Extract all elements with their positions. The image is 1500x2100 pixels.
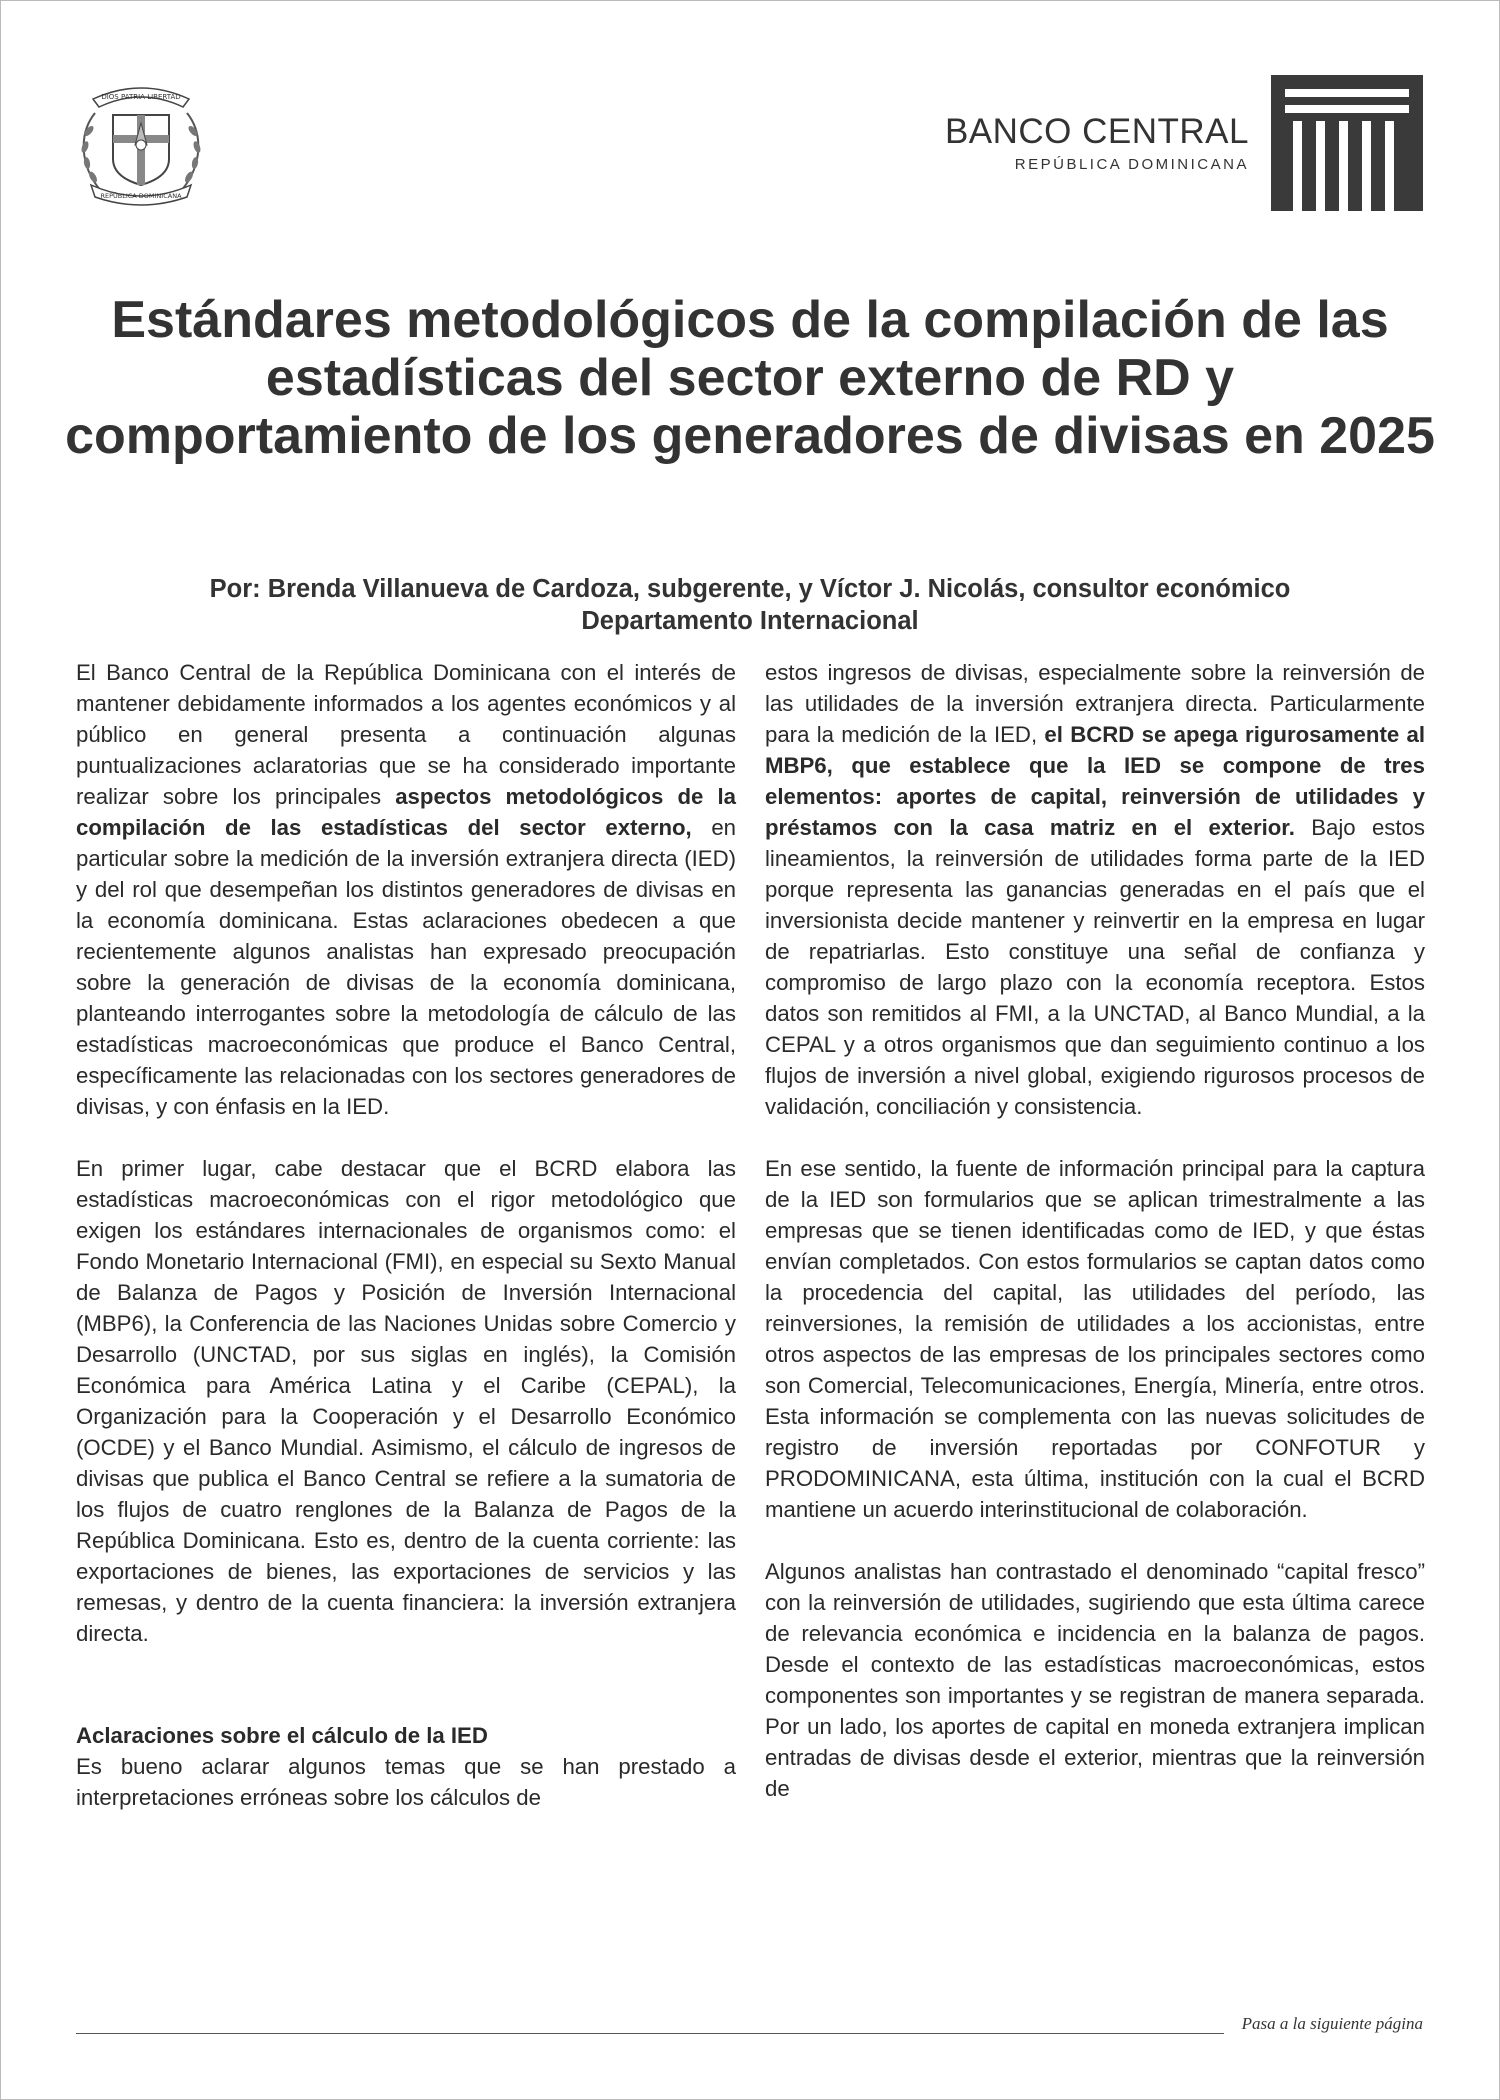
article-title: Estándares metodológicos de la compilación de las estadísticas del sector externo de RD y comportamiento de los generadores de divisas en 2025 <box>65 291 1435 465</box>
bank-logo-icon <box>1271 75 1423 211</box>
continued-note: Pasa a la siguiente página <box>1241 2014 1423 2033</box>
paragraph <box>76 657 736 1122</box>
bank-brand <box>945 75 1423 211</box>
paragraph: Es bueno aclarar algunos temas que se han prestado a interpretaciones erróneas sobre los cálculos de <box>76 1754 736 1810</box>
paragraph-bold-text: el BCRD se apega rigurosamente al MBP6, que establece que la IED se compone de tres elementos: aportes de capital, reinversión de utilidades y préstamos con la casa matriz en el exterior. <box>765 722 1425 840</box>
byline <box>41 573 1459 637</box>
paragraph: Algunos analistas han contrastado el denominado “capital fresco” con la reinversión de utilidades, sugiriendo que esta última carece de relevancia económica e incidencia en la balanza de pagos. Desde el contexto de las estadísticas macroeconómicas, estos componentes son importantes y se registran de manera separada. Por un lado, los aportes de capital en moneda extranjera implican entradas de divisas desde el exterior, mientras que la reinversión de <box>765 1559 1425 1801</box>
paragraph: En primer lugar, cabe destacar que el BCRD elabora las estadísticas macroeconómicas con el rigor metodológico que exigen los estándares internacionales de organismos como: el Fondo Monetario Internacional (FMI), en especial su Sexto Manual de Balanza de Pagos y Posición de Inversión Internacional (MBP6), la Conferencia de las Naciones Unidas sobre Comercio y Desarrollo (UNCTAD, por sus siglas en inglés), la Comisión Económica para América Latina y el Caribe (CEPAL), la Organización para la Cooperación y el Desarrollo Económico (OCDE) y el Banco Mundial. Asimismo, el cálculo de ingresos de divisas que publica el Banco Central se refiere a la sumatoria de los flujos de cuatro renglones de la Balanza de Pagos de la República Dominicana. Esto es, dentro de la cuenta corriente: las exportaciones de bienes, las exportaciones de servicios y las remesas, y dentro de la cuenta financiera: la inversión extranjera directa. <box>76 1156 736 1646</box>
paragraph-text: Bajo estos lineamientos, la reinversión de utilidades forma parte de la IED porque representa las ganancias generadas en el país que el inversionista decide mantener y reinvertir en la empresa en lugar de repatriarlas. Esto constituye una señal de confianza y compromiso de largo plazo con la economía receptora. Estos datos son remitidos al FMI, a la UNCTAD, al Banco Mundial, a la CEPAL y a otros organismos que dan seguimiento continuo a los flujos de inversión a nivel global, exigiendo rigurosos procesos de validación, conciliación y consistencia. <box>765 815 1425 1119</box>
svg-text:REPÚBLICA DOMINICANA: REPÚBLICA DOMINICANA <box>100 192 182 200</box>
right-column <box>765 657 1425 1804</box>
paragraph-bold-text: aspectos metodológicos de la compilación de las estadísticas del sector externo, <box>76 784 736 840</box>
brand-name: BANCO CENTRAL <box>944 112 1249 151</box>
byline-authors: Por: Brenda Villanueva de Cardoza, subgerente, y Víctor J. Nicolás, consultor económico <box>209 575 1291 603</box>
footer-divider <box>76 2033 1224 2034</box>
paragraph-text: El Banco Central de la República Dominicana con el interés de mantener debidamente informados a los agentes económicos y al público en general presenta a continuación algunas puntualizaciones aclaratorias que se ha considerado importante realizar sobre los principales <box>76 660 736 809</box>
byline-department: Departamento Internacional <box>581 607 919 635</box>
section-subheading: Aclaraciones sobre el cálculo de la IED <box>76 1723 488 1748</box>
paragraph: En ese sentido, la fuente de información principal para la captura de la IED son formularios que se aplican trimestralmente a las empresas que se tienen identificadas como de IED, y que éstas envían completados. Con estos formularios se captan datos como la procedencia del capital, las utilidades del período, las reinversiones, la remisión de utilidades a los accionistas, entre otros aspectos de las empresas de los principales sectores como son Comercial, Telecomunicaciones, Energía, Minería, entre otros. Esta información se complementa con las nuevas solicitudes de registro de inversión reportadas por CONFOTUR y PRODOMINICANA, esta última, institución con la cual el BCRD mantiene un acuerdo interinstitucional de colaboración. <box>765 1156 1425 1522</box>
paragraph-text: en particular sobre la medición de la inversión extranjera directa (IED) y del rol que desempeñan los distintos generadores de divisas en la economía dominicana. Estas aclaraciones obedecen a que recientemente algunos analistas han expresado preocupación sobre la generación de divisas de la economía dominicana, planteando interrogantes sobre la metodología de cálculo de las estadísticas macroeconómicas que produce el Banco Central, específicamente las relacionadas con los sectores generadores de divisas, y con énfasis en la IED. <box>76 815 737 1119</box>
coat-of-arms-seal <box>75 73 207 207</box>
left-column <box>76 657 736 1813</box>
paragraph <box>765 657 1425 1122</box>
svg-text:DIOS PATRIA LIBERTAD: DIOS PATRIA LIBERTAD <box>101 93 181 101</box>
paragraph-text: estos ingresos de divisas, especialmente sobre la reinversión de las utilidades de la inversión extranjera directa. Particularmente para la medición de la IED, <box>765 660 1425 747</box>
brand-subtitle: REPÚBLICA DOMINICANA <box>1014 156 1249 173</box>
